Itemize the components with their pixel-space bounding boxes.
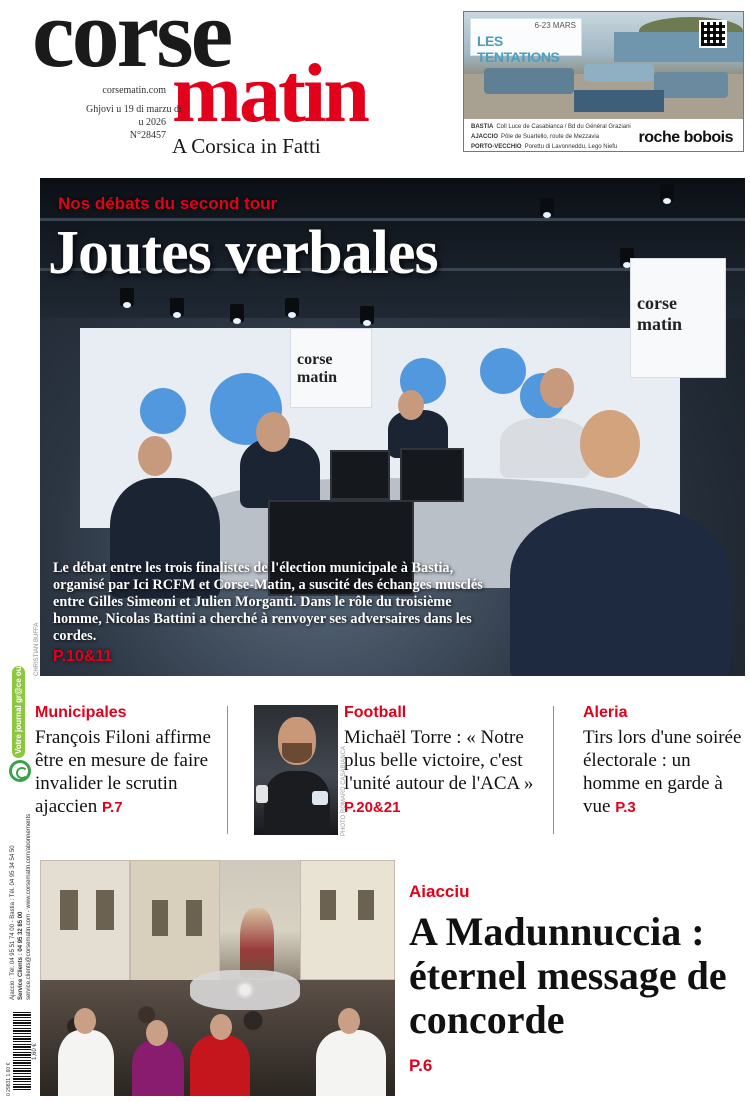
story-kicker-municipales: Municipales [35, 704, 127, 721]
spotlight-icon [360, 306, 374, 324]
spotlight-icon [540, 198, 554, 216]
studio-monitor [400, 448, 464, 502]
hero-kicker: Nos débats du second tour [58, 194, 278, 213]
story-page-reference[interactable]: P.3 [615, 799, 636, 816]
contact-line-1: Ajaccio : Tél. 04 95 51 74 00 - Bastia : Tél. 04 95 34 54 50 [10, 845, 16, 1000]
ad-campaign-badge [470, 18, 582, 65]
ad-store-list [471, 122, 631, 152]
feature-kicker: Aiacciu [409, 882, 470, 901]
hero-story[interactable] [40, 178, 745, 676]
feature-page-reference[interactable]: P.6 [409, 1056, 433, 1075]
football-portrait-photo [254, 705, 338, 835]
person-head [580, 410, 640, 478]
flower-float [190, 970, 300, 1010]
robed-figure [190, 1035, 250, 1096]
building [300, 860, 395, 980]
story-aleria[interactable] [583, 726, 745, 819]
portrait-credit: PHOTO ROMARD CASABIANCA [341, 746, 347, 836]
ad-rug [574, 90, 664, 112]
date-line1: Ghjovi u 19 di marzu di [86, 104, 182, 115]
building-window [152, 900, 168, 936]
person-head [540, 368, 574, 408]
story-municipales[interactable] [35, 726, 220, 819]
spotlight-icon [230, 304, 244, 322]
person-head [210, 1014, 232, 1040]
robed-figure [316, 1030, 386, 1096]
person-head [338, 1008, 360, 1034]
website-link[interactable]: corsematin.com [102, 85, 166, 96]
person-journalist [510, 508, 730, 676]
ici-logo-icon [140, 388, 186, 434]
story-kicker-aleria: Aleria [583, 704, 628, 721]
ad-store: AJACCIO Pôle de Suartello, route de Mezzavia [471, 134, 600, 140]
spotlight-icon [170, 298, 184, 316]
building-window [96, 890, 114, 930]
microphone-icon [256, 785, 268, 803]
story-page-reference[interactable]: P.7 [101, 799, 123, 816]
building-window [186, 900, 202, 936]
column-divider [553, 706, 554, 834]
ad-dates: 6-23 MARS [534, 21, 576, 30]
building-window [60, 890, 78, 930]
advertisement[interactable] [463, 11, 744, 152]
recycle-badge-text: Votre journal gr@ce ou tri [14, 656, 23, 754]
building [40, 860, 130, 1000]
masthead-tagline: A Corsica in Fatti [172, 134, 321, 158]
date-line2: u 2026 [138, 117, 166, 128]
robed-figure [132, 1040, 184, 1096]
ad-sofa [484, 68, 574, 94]
person-host [500, 418, 590, 478]
masthead-logo-corse: corse [32, 0, 231, 87]
person-head [398, 390, 424, 420]
qr-code-icon[interactable] [699, 20, 727, 48]
story-headline: Tirs lors d'une soirée électorale : un homme en garde à vue [583, 727, 742, 817]
hero-headline[interactable]: Joutes verbales [48, 219, 438, 287]
ad-photo [464, 12, 743, 119]
building-window [358, 890, 374, 920]
building-window [320, 890, 336, 920]
hero-page-reference[interactable]: P.10&11 [53, 648, 113, 665]
story-kicker-football: Football [344, 704, 407, 721]
price-label: 1,60 € [32, 1043, 38, 1060]
person-head [138, 436, 172, 476]
issue-number: N°28457 [129, 130, 166, 141]
ad-brand-logo: roche bobois [638, 129, 733, 146]
studio-panel: corse matin [290, 328, 372, 408]
masthead-meta [86, 84, 182, 142]
ad-campaign-name: LES TENTATIONS [477, 33, 560, 65]
ad-sofa [584, 64, 654, 82]
person-head [74, 1008, 96, 1034]
person-head [256, 412, 290, 452]
masthead-logo-matin: matin [172, 47, 367, 140]
studio-monitor [330, 450, 390, 500]
ad-store: PORTO-VECCHIO Porettu di Lavonneddu, Lego Niefu [471, 144, 618, 150]
ad-sofa [654, 72, 728, 98]
barcode-number: 0 29831 1.60 € [6, 1062, 12, 1096]
recycle-icon [9, 760, 31, 782]
hero-caption: Le débat entre les trois finalistes de l'élection municipale à Bastia, organisé par Ici RCFM et Corse-Matin, a suscité des échanges musclés entre Gilles Simeoni et Julien Morganti. Dans le rôle du troisième homme, Nicolas Battini a cherché à renvoyer ses adversaires dans les cordes. [53, 560, 483, 644]
contact-line-2: Service Clients : 04 95 32 85 00 [18, 911, 24, 1000]
madonna-statue [240, 908, 274, 978]
barcode [13, 1012, 31, 1090]
hero-photo-credit: CHRISTIAN BUFFA [34, 622, 40, 676]
person-head [146, 1020, 168, 1046]
story-headline: Michaël Torre : « Notre plus belle victoire, c'est l'unité autour de l'ACA » [344, 727, 534, 794]
story-page-reference[interactable]: P.20&21 [344, 799, 401, 816]
studio-panel: corse matin [630, 258, 726, 378]
spotlight-icon [285, 298, 299, 316]
feature-headline[interactable]: A Madunnuccia : éternel message de concorde [409, 909, 727, 1042]
procession-photo [40, 860, 395, 1096]
ad-store: BASTIA Coll Luce de Casabianca / Bd du Général Graziani [471, 124, 631, 130]
building [130, 860, 220, 990]
story-headline: François Filoni affirme être en mesure de faire invalider le scrutin ajaccien [35, 727, 211, 817]
ici-logo-icon [480, 348, 526, 394]
spotlight-icon [660, 184, 674, 202]
microphone-icon [312, 791, 328, 805]
story-football[interactable] [344, 726, 544, 819]
column-divider [227, 706, 228, 834]
portrait-beard [282, 743, 312, 763]
contact-line-3: service.clients@corsematin.com - www.corsematin.com/abonnements [26, 813, 32, 1000]
robed-figure [58, 1030, 114, 1096]
spotlight-icon [120, 288, 134, 306]
